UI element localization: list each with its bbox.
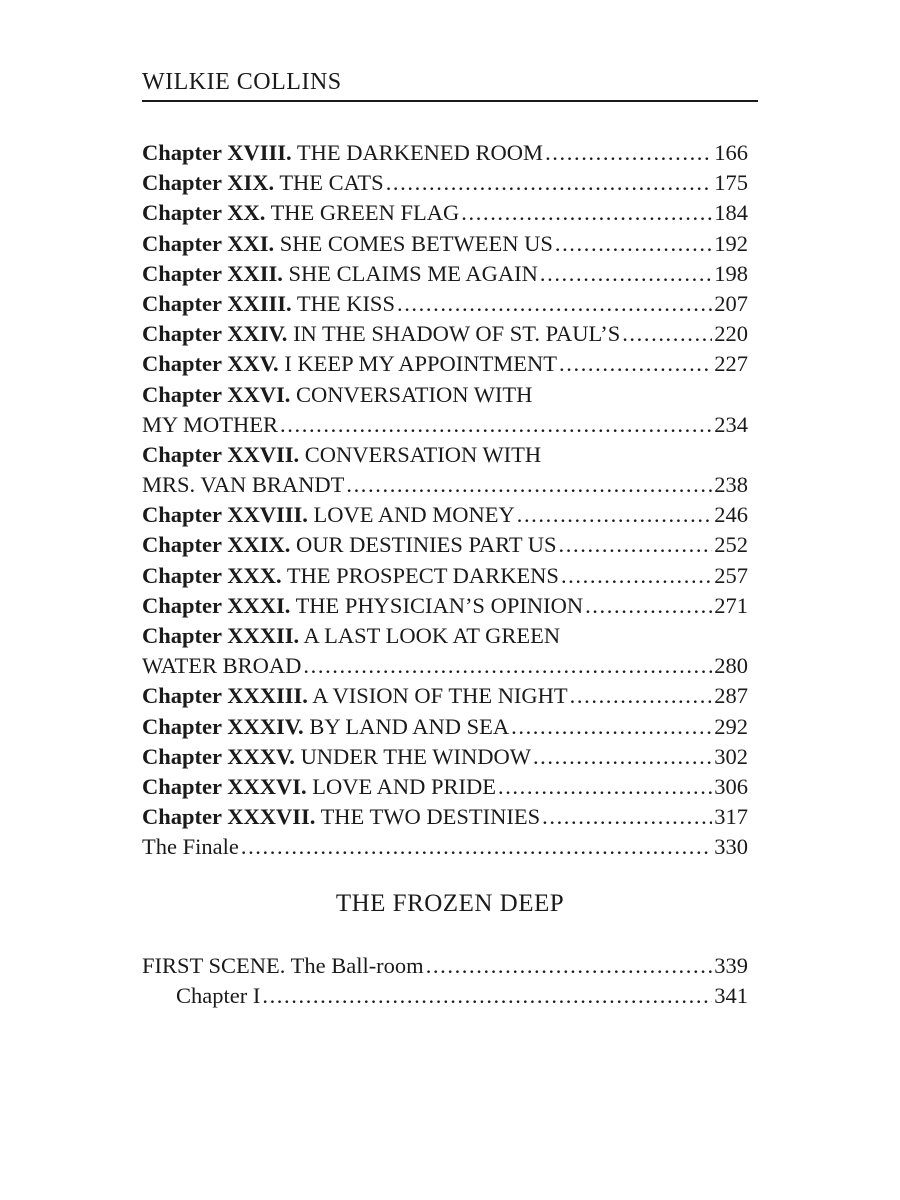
entry-label bbox=[142, 772, 496, 802]
header-rule bbox=[142, 100, 758, 102]
entry-label: FIRST SCENE. The Ball-room bbox=[142, 953, 424, 978]
entry-label bbox=[142, 802, 540, 832]
toc-entry-continuation bbox=[142, 470, 748, 500]
dot-leader bbox=[280, 410, 712, 440]
chapter-title: LOVE AND MONEY bbox=[313, 502, 515, 528]
chapter-number: Chapter XXI. bbox=[142, 230, 275, 256]
toc-entry bbox=[142, 561, 748, 591]
chapter-number: Chapter XXXIII. bbox=[142, 683, 308, 709]
chapter-title: THE KISS bbox=[296, 290, 395, 316]
dot-leader bbox=[426, 951, 713, 981]
chapter-number: Chapter XXIV. bbox=[142, 321, 288, 347]
dot-leader bbox=[570, 681, 713, 711]
page-number: 192 bbox=[714, 230, 748, 256]
dot-leader bbox=[346, 470, 712, 500]
chapter-number: Chapter XXXVII. bbox=[142, 804, 316, 830]
dot-leader bbox=[511, 712, 712, 742]
chapter-title: CONVERSATION WITH bbox=[295, 381, 533, 407]
section-contents bbox=[142, 951, 748, 1011]
page-number: 257 bbox=[714, 562, 748, 588]
section-toc-list bbox=[142, 951, 748, 1011]
chapter-number: Chapter XXXII. bbox=[142, 623, 300, 648]
page-number: 252 bbox=[714, 532, 748, 558]
toc-entry bbox=[142, 530, 748, 560]
chapter-title-continuation: MY MOTHER bbox=[142, 411, 279, 437]
chapter-title: A LAST LOOK AT GREEN bbox=[303, 623, 561, 648]
toc-entry-continuation bbox=[142, 651, 748, 681]
entry-label bbox=[142, 138, 543, 168]
dot-leader bbox=[386, 168, 713, 198]
page-number: 339 bbox=[714, 953, 748, 978]
chapter-title-continuation: WATER BROAD bbox=[142, 653, 302, 679]
entry-label bbox=[142, 168, 384, 198]
chapter-number: Chapter XXII. bbox=[142, 260, 283, 286]
chapter-number: Chapter XXIII. bbox=[142, 290, 292, 316]
page-number: 302 bbox=[714, 743, 748, 769]
dot-leader bbox=[542, 802, 712, 832]
toc-entry bbox=[142, 168, 748, 198]
toc-list bbox=[142, 138, 748, 863]
toc-entry bbox=[142, 319, 748, 349]
toc-entry bbox=[142, 981, 748, 1011]
page-number: 280 bbox=[714, 653, 748, 679]
chapter-number: Chapter XIX. bbox=[142, 170, 275, 196]
chapter-number: Chapter XXXV. bbox=[142, 743, 295, 769]
page-number: 292 bbox=[714, 713, 748, 739]
toc-entry bbox=[142, 380, 748, 410]
chapter-title: OUR DESTINIES PART US bbox=[295, 532, 557, 558]
entry-label bbox=[142, 561, 559, 591]
dot-leader bbox=[545, 138, 712, 168]
chapter-number: Chapter XXIX. bbox=[142, 532, 291, 558]
dot-leader bbox=[397, 289, 712, 319]
entry-label bbox=[142, 832, 239, 862]
dot-leader bbox=[241, 832, 712, 862]
chapter-number: Chapter XXVII. bbox=[142, 441, 300, 467]
chapter-title: THE GREEN FLAG bbox=[270, 200, 460, 226]
entry-label: Chapter I bbox=[176, 983, 261, 1009]
chapter-title: THE DARKENED ROOM bbox=[296, 140, 544, 165]
chapter-title: THE CATS bbox=[279, 170, 384, 196]
chapter-title: BY LAND AND SEA bbox=[309, 713, 510, 739]
toc-entry bbox=[142, 681, 748, 711]
entry-label bbox=[142, 259, 538, 289]
chapter-number: Chapter XXXVI. bbox=[142, 773, 307, 799]
toc-entry bbox=[142, 440, 748, 470]
chapter-number: Chapter XXXI. bbox=[142, 592, 291, 618]
chapter-title: CONVERSATION WITH bbox=[304, 441, 542, 467]
chapter-title: A VISION OF THE NIGHT bbox=[312, 683, 568, 709]
chapter-number: Chapter XXVI. bbox=[142, 381, 291, 407]
chapter-title: THE TWO DESTINIES bbox=[320, 804, 541, 830]
entry-label bbox=[142, 712, 509, 742]
chapter-number: Chapter XXVIII. bbox=[142, 502, 308, 528]
toc-entry bbox=[142, 349, 748, 379]
dot-leader bbox=[559, 349, 712, 379]
chapter-title: THE PROSPECT DARKENS bbox=[286, 562, 559, 588]
dot-leader bbox=[555, 229, 712, 259]
entry-label bbox=[142, 198, 459, 228]
toc-entry bbox=[142, 712, 748, 742]
toc-entry bbox=[142, 772, 748, 802]
chapter-title: I KEEP MY APPOINTMENT bbox=[284, 351, 558, 377]
page-number: 198 bbox=[714, 260, 748, 286]
chapter-title: The Finale bbox=[142, 834, 239, 860]
section-title: THE FROZEN DEEP bbox=[335, 890, 565, 917]
chapter-title: LOVE AND PRIDE bbox=[312, 773, 496, 799]
toc-entry bbox=[142, 832, 748, 862]
chapter-title: UNDER THE WINDOW bbox=[300, 743, 531, 769]
page-number: 175 bbox=[714, 170, 748, 196]
page-number: 220 bbox=[714, 321, 748, 347]
dot-leader bbox=[585, 591, 712, 621]
chapter-title-continuation: MRS. VAN BRANDT bbox=[142, 472, 345, 498]
page-number: 184 bbox=[714, 200, 748, 226]
table-of-contents bbox=[142, 138, 748, 863]
entry-label bbox=[142, 742, 531, 772]
page-number: 287 bbox=[714, 683, 748, 709]
page-number: 341 bbox=[714, 983, 748, 1009]
chapter-number: Chapter XXX. bbox=[142, 562, 282, 588]
entry-label bbox=[142, 530, 557, 560]
dot-leader bbox=[559, 530, 713, 560]
toc-entry bbox=[142, 289, 748, 319]
dot-leader bbox=[622, 319, 712, 349]
toc-entry-continuation bbox=[142, 410, 748, 440]
entry-label bbox=[142, 500, 515, 530]
chapter-title: THE PHYSICIAN’S OPINION bbox=[295, 592, 584, 618]
entry-label bbox=[142, 440, 541, 470]
chapter-number: Chapter XXV. bbox=[142, 351, 279, 377]
page-number: 227 bbox=[714, 351, 748, 377]
dot-leader bbox=[498, 772, 712, 802]
dot-leader bbox=[262, 981, 712, 1011]
page-number: 234 bbox=[714, 411, 748, 437]
entry-label bbox=[142, 319, 620, 349]
toc-entry bbox=[142, 591, 748, 621]
running-head: WILKIE COLLINS bbox=[142, 69, 342, 95]
chapter-title: IN THE SHADOW OF ST. PAUL’S bbox=[293, 321, 621, 347]
toc-entry bbox=[142, 951, 748, 981]
page-number: 166 bbox=[714, 140, 748, 165]
page-number: 317 bbox=[714, 804, 748, 830]
toc-entry bbox=[142, 621, 748, 651]
chapter-title: SHE COMES BETWEEN US bbox=[279, 230, 553, 256]
page-number: 238 bbox=[714, 472, 748, 498]
toc-entry bbox=[142, 138, 748, 168]
chapter-title: SHE CLAIMS ME AGAIN bbox=[288, 260, 538, 286]
entry-label bbox=[142, 591, 583, 621]
entry-label bbox=[142, 681, 568, 711]
dot-leader bbox=[533, 742, 712, 772]
toc-entry bbox=[142, 802, 748, 832]
entry-label bbox=[142, 229, 553, 259]
toc-entry bbox=[142, 229, 748, 259]
entry-label bbox=[142, 349, 557, 379]
toc-entry bbox=[142, 742, 748, 772]
page-number: 271 bbox=[714, 592, 748, 618]
page-number: 330 bbox=[714, 834, 748, 860]
dot-leader bbox=[517, 500, 713, 530]
toc-entry bbox=[142, 259, 748, 289]
chapter-number: Chapter XXXIV. bbox=[142, 713, 304, 739]
toc-entry bbox=[142, 500, 748, 530]
chapter-number: Chapter XX. bbox=[142, 200, 266, 226]
dot-leader bbox=[540, 259, 712, 289]
entry-label bbox=[142, 380, 532, 410]
entry-label bbox=[142, 621, 560, 651]
dot-leader bbox=[303, 651, 712, 681]
page-number: 246 bbox=[714, 502, 748, 528]
dot-leader bbox=[561, 561, 712, 591]
dot-leader bbox=[461, 198, 712, 228]
chapter-number: Chapter XVIII. bbox=[142, 140, 292, 165]
page-number: 207 bbox=[714, 290, 748, 316]
toc-entry bbox=[142, 198, 748, 228]
entry-label bbox=[142, 289, 395, 319]
page-number: 306 bbox=[714, 773, 748, 799]
